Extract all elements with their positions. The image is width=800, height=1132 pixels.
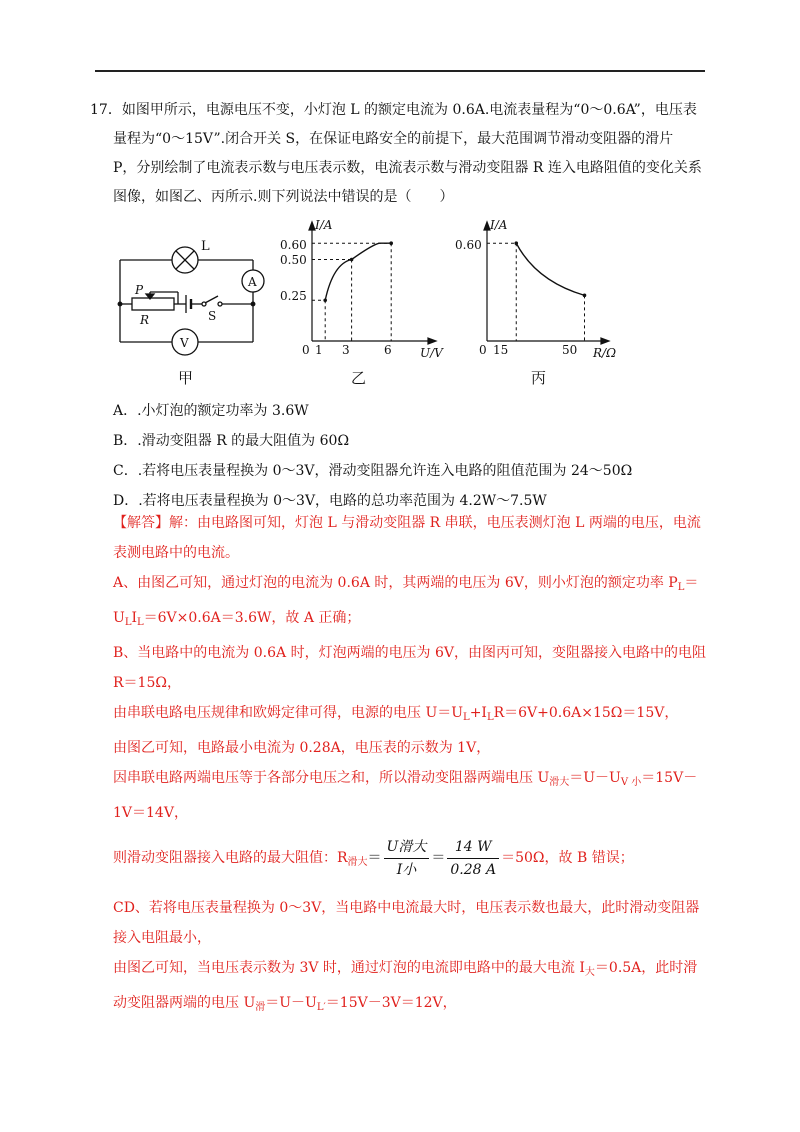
option-a: A．.小灯泡的额定功率为 3.6W (113, 403, 309, 419)
solution-line-8: 由图乙可知，电路最小电流为 0.28A，电压表的示数为 1V， (113, 740, 491, 756)
bing-ytick-060: 0.60 (455, 238, 482, 252)
lamp-label: L (201, 239, 210, 254)
yi-point-0 (323, 298, 327, 302)
answer-options (113, 396, 713, 516)
caption-bing: 丙 (531, 369, 547, 387)
option-c: C．.若将电压表量程换为 0～3V，滑动变阻器允许连入电路的阻值范围为 24～50Ω (113, 463, 633, 479)
solution-line-3: A、由图乙可知，通过灯泡的电流为 0.6A 时，其两端的电压为 6V，则小灯泡的额定功率 $P_L=$ (113, 575, 699, 593)
solution-line-5: B、当电路中的电流为 0.6A 时，灯泡两端的电压为 6V，由图丙可知，变阻器接入电路中的电阻 (113, 645, 707, 661)
bing-xtick-0: 0 (479, 343, 487, 357)
yi-point-1 (350, 258, 354, 262)
bing-xtick-50: 50 (562, 343, 578, 357)
solution-line-2: 表测电路中的电流。 (113, 545, 239, 561)
ammeter-label: A (248, 275, 257, 289)
circuit-diagram (118, 247, 264, 355)
question-line-4: 图像，如图乙、丙所示.则下列说法中错误的是（ ） (113, 189, 454, 205)
yi-xtick-1: 1 (315, 343, 323, 357)
solution-line-1: 【解答】解：由电路图可知，灯泡 L 与滑动变阻器 R 串联，电压表测灯泡 L 两端的电压，电流 (113, 515, 701, 531)
graph-bing (484, 222, 609, 344)
voltmeter-label: V (180, 336, 189, 350)
solution-tag: 【解答】 (113, 515, 169, 531)
yi-xlabel: U/V (420, 346, 443, 360)
yi-ytick-060: 0.60 (280, 238, 307, 252)
slider-label: P (135, 283, 144, 297)
solution-line-13: 接入电阻最小， (113, 930, 211, 946)
yi-data-line (325, 243, 391, 300)
option-b: B．.滑动变阻器 R 的最大阻值为 60Ω (113, 433, 350, 449)
switch-label: S (208, 309, 217, 323)
yi-xtick-3: 3 (342, 343, 350, 357)
bing-point-0 (514, 241, 518, 245)
bing-xtick-15: 15 (493, 343, 509, 357)
question-line-1: 17．如图甲所示，电源电压不变，小灯泡 L 的额定电流为 0.6A.电流表量程为“0～0.6A”，电压表 (90, 102, 697, 118)
solution-line-6: R＝15Ω， (113, 675, 181, 691)
yi-xtick-0: 0 (302, 343, 310, 357)
figures-svg (110, 218, 630, 393)
bing-point-1 (583, 294, 587, 298)
graph-yi (309, 222, 436, 344)
solution-line-4: $U_LI_L=6V\times 0.6A=3.6W$，故 A 正确； (113, 610, 361, 628)
solution-line-12: CD、若将电压表量程换为 0～3V，当电路中电流最大时，电压表示数也最大，此时滑动变阻器 (113, 900, 700, 916)
question-text (90, 96, 710, 212)
solution (113, 508, 713, 1023)
bing-data-line (516, 243, 584, 295)
option-d: D．.若将电压表量程换为 0～3V，电路的总功率范围为 4.2W～7.5W (113, 493, 547, 509)
solution-line-11: 则滑动变阻器接入电路的最大阻值：$R_{滑大}=$ $\frac{\text{U滑大}}{\text{I小}}$ ＝ $\frac{14 W}{0.28 A}$ ＝50Ω，故 B 错误； (113, 828, 713, 893)
bing-ylabel: I/A (490, 218, 508, 232)
rheostat-icon (132, 298, 174, 310)
yi-ylabel: I/A (315, 218, 333, 232)
yi-ytick-025: 0.25 (280, 289, 307, 303)
solution-line-10: 1V＝14V， (113, 805, 188, 821)
question-line-2: 量程为“0～15V”.闭合开关 S，在保证电路安全的前提下，最大范围调节滑动变阻器的滑片 (113, 131, 674, 147)
caption-jia: 甲 (178, 369, 194, 387)
caption-yi: 乙 (351, 369, 367, 387)
yi-ytick-050: 0.50 (280, 253, 307, 267)
solution-line-7: 由串联电路电压规律和欧姆定律可得，电源的电压 $U=U_L+I_LR=6V+0.6A\times 15\Omega=15V$， (113, 705, 679, 723)
fraction-u-over-i: $\frac{\text{U滑大}}{\text{I小}}$ (384, 836, 430, 881)
question-line-3: P，分别绘制了电流表示数与电压表示数，电流表示数与滑动变阻器 R 连入电路阻值的变化关系 (113, 160, 702, 176)
bing-xlabel: R/Ω (593, 346, 617, 360)
figures (110, 218, 630, 393)
yi-xtick-6: 6 (384, 343, 392, 357)
fraction-14-over-028: $\frac{14 W}{0.28 A}$ (447, 836, 499, 881)
solution-line-15: 动变阻器两端的电压 $U_滑=U-U_{L'}=15V-3V=12V$， (113, 995, 457, 1013)
solution-line-14: 由图乙可知，当电压表示数为 3V 时，通过灯泡的电流即电路中的最大电流 $I_大=0.5A$，此时滑 (113, 960, 698, 978)
solution-line-9: 因串联电路两端电压等于各部分电压之和，所以滑动变阻器两端电压 $U_{滑大}=U-U_{V 小}=15V-$ (113, 770, 698, 788)
top-rule (95, 70, 705, 72)
yi-point-2 (389, 241, 393, 245)
rheostat-label: R (140, 313, 150, 327)
